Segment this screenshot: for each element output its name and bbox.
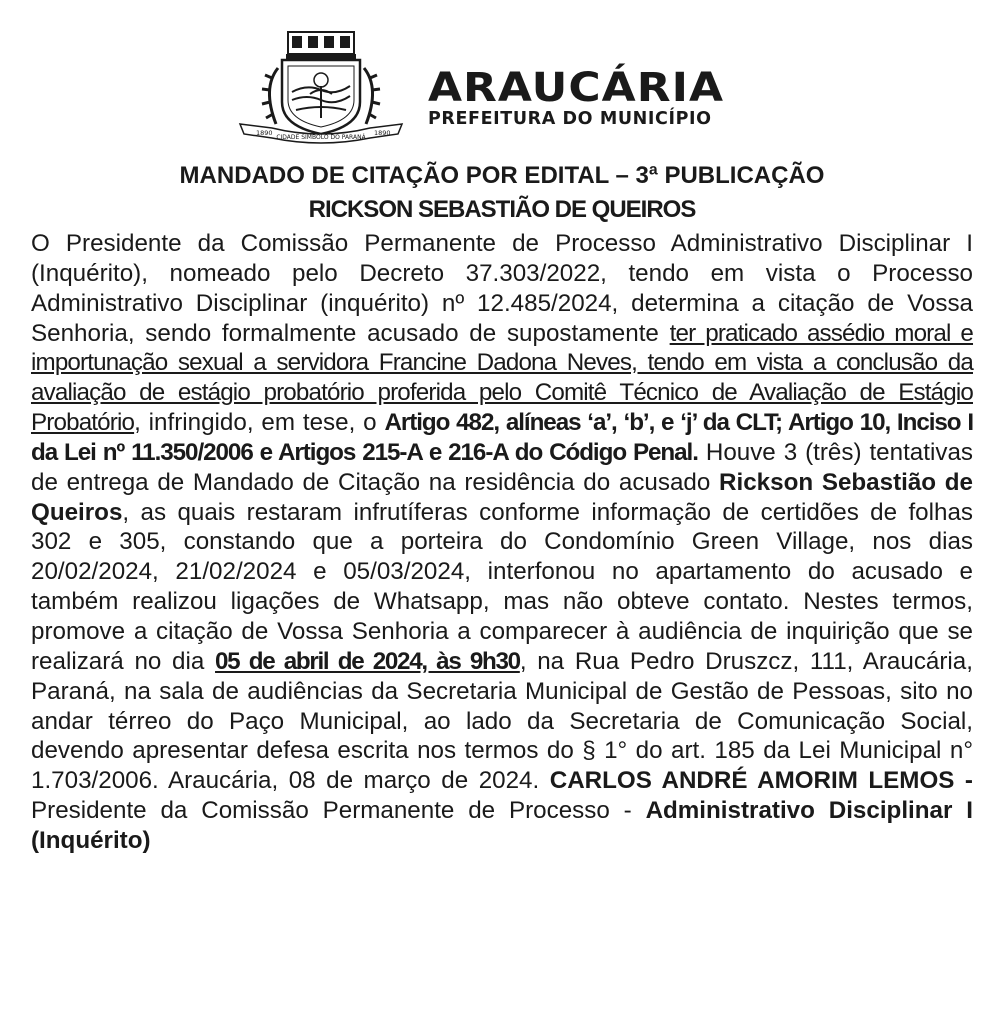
accused-name: Rickson Sebastião de Queiros [31, 468, 973, 526]
hearing-date: 05 de abril de 2024, às 9h30 [215, 647, 520, 675]
municipality-brand [428, 64, 725, 129]
brand-subtitle: PREFEITURA DO MUNICÍPIO [428, 109, 712, 129]
signatory-name: CARLOS ANDRÉ AMORIM LEMOS - [549, 767, 973, 795]
crest-year-right: 1890 [374, 129, 391, 137]
document-title: MANDADO DE CITAÇÃO POR EDITAL – 3ª PUBLICAÇÃO [179, 162, 825, 189]
municipal-coat-of-arms [232, 28, 410, 146]
citation-body [31, 229, 973, 856]
crest-motto: CIDADE SÍMBOLO DO PARANÁ [276, 134, 366, 141]
document-header [0, 20, 1004, 145]
accusation-text: ter praticado assédio moral e importunação sexual a servidora Francine Dadona Neves, tendo em vista a conclusão da avaliação de estágio probatório proferida pelo Comitê Técnico de Avaliação de Estágio Probatório [31, 319, 974, 437]
body-segment: , as quais restaram infrutíferas conforme informação de certidões de folhas 302 e 305, constando que a porteira do Condomínio Green Village, nos dias 20/02/2024, 21/02/2024 e 05/03/2024, interfonou no apartamento do acusado e também realizou ligações de Whatsapp, mas não obteve contato. Nestes termos, promove a citação de Vossa Senhoria a comparecer à audiência de inquirição que se realizará no dia [31, 498, 973, 675]
body-segment: , na Rua Pedro Druszcz, 111, Araucária, Paraná, na sala de audiências da Secretaria Municipal de Gestão de Pessoas, sito no andar térreo do Paço Municipal, ao lado da Secretaria de Comunicação Social, devendo apresentar defesa escrita nos termos do § 1° do art. 185 da Lei Municipal n° 1.703/2006. Araucária, 08 de março de 2024. [31, 647, 973, 795]
crest-year-left: 1890 [256, 129, 273, 137]
body-segment: Presidente da Comissão Permanente de Processo - [31, 797, 646, 825]
commission-name: Administrativo Disciplinar I (Inquérito) [31, 797, 973, 854]
body-segment: , infringido, em tese, o [134, 409, 385, 437]
body-segment: O Presidente da Comissão Permanente de Processo Administrativo Disciplinar I (Inquérito), nomeado pelo Decreto 37.303/2022, tendo em vista o Processo Administrativo Disciplinar (inquérito) nº 12.485/2024, determina a citação de Vossa Senhoria, sendo formalmente acusado de supostamente [31, 230, 973, 347]
brand-name: ARAUCÁRIA [428, 64, 725, 112]
subject-name: RICKSON SEBASTIÃO DE QUEIROS [308, 196, 696, 223]
body-segment: Houve 3 (três) tentativas de entrega de Mandado de Citação na residência do acusado [31, 438, 973, 496]
legal-articles: Artigo 482, alíneas ‘a’, ‘b’, e ‘j’ da CLT; Artigo 10, Inciso I da Lei nº 11.350/2006 e Artigos 215-A e 216-A do Código Penal. [31, 409, 974, 466]
